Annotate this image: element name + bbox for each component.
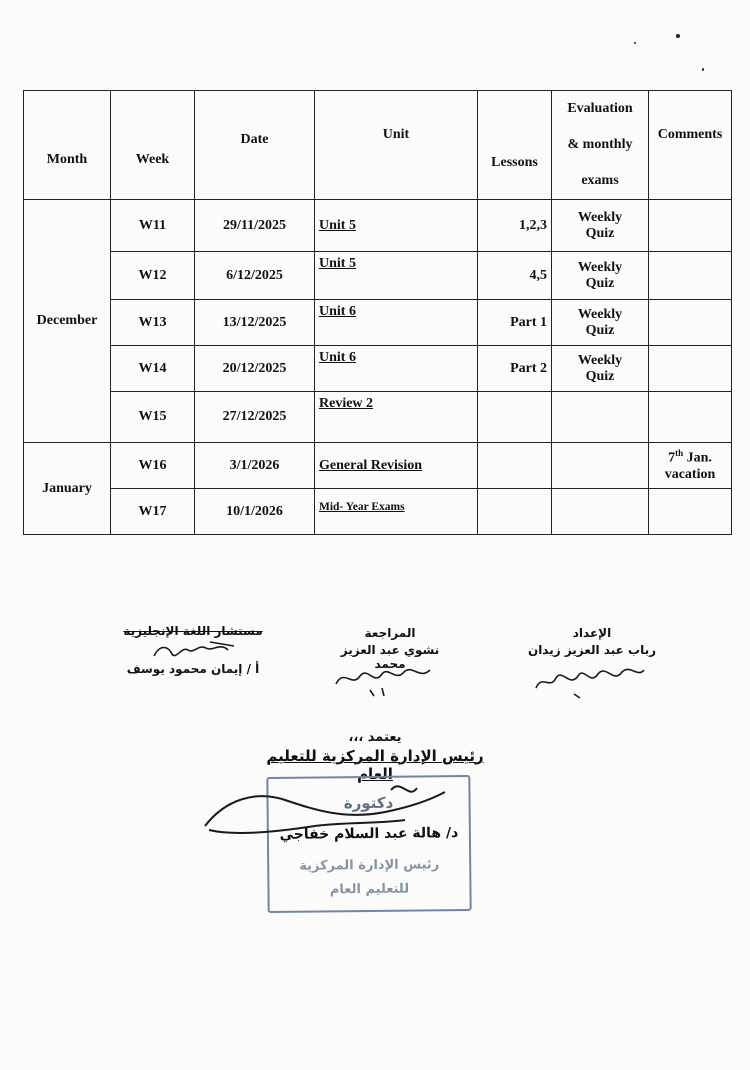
evaluation-line: Weekly [577,306,623,322]
unit-label: Review 2 [319,396,374,411]
table-header-row [24,91,732,200]
comments-cell [649,200,732,252]
header-week: Week [111,91,195,200]
evaluation-cell [552,346,649,392]
stamp-line: رئيس الإدارة المركزية [299,857,440,874]
advisor-handwritten-signature [150,638,240,664]
unit-cell [315,300,478,346]
preparer-name: رباب عبد العزيز زيدان [527,643,657,657]
unit-label: Unit 5 [319,256,356,271]
unit-label: Unit 6 [319,304,356,319]
approval-label: يعتمد ،،، [348,730,402,745]
unit-label: General Revision [319,457,423,473]
header-unit: Unit [315,91,478,200]
comments-cell [649,300,732,346]
date-cell: 20/12/2025 [195,346,315,392]
evaluation-line: Quiz [585,275,615,291]
unit-label: Unit 5 [319,217,356,233]
comment-month: Jan. [683,450,712,466]
table-row [24,443,732,489]
week-cell: W16 [111,443,195,489]
approval-title: رئيس الإدارة المركزية للتعليم العام [266,747,484,783]
lessons-cell: Part 2 [478,346,552,392]
lessons-cell [478,392,552,443]
comment-vacation: vacation [664,466,716,482]
date-cell: 6/12/2025 [195,252,315,300]
unit-label: Mid- Year Exams [319,501,405,513]
week-cell: W17 [111,489,195,535]
header-month: Month [24,91,111,200]
advisor-name: أ / إيمان محمود يوسف [126,662,260,676]
evaluation-cell [552,443,649,489]
stamp-line: للتعليم العام [329,881,410,898]
comments-cell [649,392,732,443]
table-row [24,489,732,535]
table-row [24,252,732,300]
advisor-title: مستشار اللغة الإنجليزية [123,624,263,638]
header-evaluation-line: exams [581,173,619,188]
month-january: January [24,443,111,535]
scan-speck [634,42,636,44]
header-date: Date [195,91,315,200]
table-row [24,392,732,443]
stamp-name: د/ هالة عبد السلام خفاجي [279,825,459,843]
evaluation-line: Quiz [585,225,615,241]
evaluation-cell [552,252,649,300]
reviewer-handwritten-signature [330,662,440,698]
preparer-handwritten-signature [530,660,650,700]
comment-day: 7 [668,450,676,466]
week-cell: W11 [111,200,195,252]
date-cell: 3/1/2026 [195,443,315,489]
date-cell: 10/1/2026 [195,489,315,535]
stamp-line: دكتورة [343,793,394,813]
header-comments: Comments [649,91,732,200]
signature-preparer [527,626,657,657]
evaluation-cell [552,200,649,252]
date-cell: 13/12/2025 [195,300,315,346]
unit-cell [315,200,478,252]
comment-ordinal: th [675,448,684,459]
week-cell: W12 [111,252,195,300]
comments-cell [649,252,732,300]
comments-cell [649,489,732,535]
lessons-cell [478,443,552,489]
evaluation-line: Weekly [577,259,623,275]
table-row [24,200,732,252]
lessons-cell [478,489,552,535]
lessons-cell: Part 1 [478,300,552,346]
table-row [24,346,732,392]
month-december: December [24,200,111,443]
evaluation-line: Weekly [577,209,623,225]
evaluation-line: Quiz [585,368,615,384]
evaluation-cell [552,392,649,443]
unit-cell [315,346,478,392]
unit-cell [315,392,478,443]
lessons-cell: 4,5 [478,252,552,300]
evaluation-cell [552,300,649,346]
unit-cell [315,252,478,300]
week-cell: W15 [111,392,195,443]
lessons-cell: 1,2,3 [478,200,552,252]
table-row [24,300,732,346]
evaluation-line: Weekly [577,352,623,368]
scan-speck [676,34,680,38]
comments-cell [649,346,732,392]
date-cell: 27/12/2025 [195,392,315,443]
evaluation-cell [552,489,649,535]
unit-cell [315,489,478,535]
evaluation-line: Quiz [585,322,615,338]
preparer-title: الإعداد [572,626,612,640]
header-lessons: Lessons [478,91,552,200]
reviewer-name: نشوي عبد العزيز محمد [340,643,440,671]
unit-cell [315,443,478,489]
header-evaluation [552,91,649,200]
header-evaluation-line: & monthly [567,137,633,152]
comments-cell [649,443,732,489]
approval-handwritten-signature [195,770,455,850]
unit-label: Unit 6 [319,350,356,365]
scan-speck [702,68,704,71]
curriculum-plan-table [23,90,732,535]
week-cell: W13 [111,300,195,346]
header-evaluation-line: Evaluation [567,101,633,116]
reviewer-title: المراجعة [364,626,416,640]
week-cell: W14 [111,346,195,392]
date-cell: 29/11/2025 [195,200,315,252]
